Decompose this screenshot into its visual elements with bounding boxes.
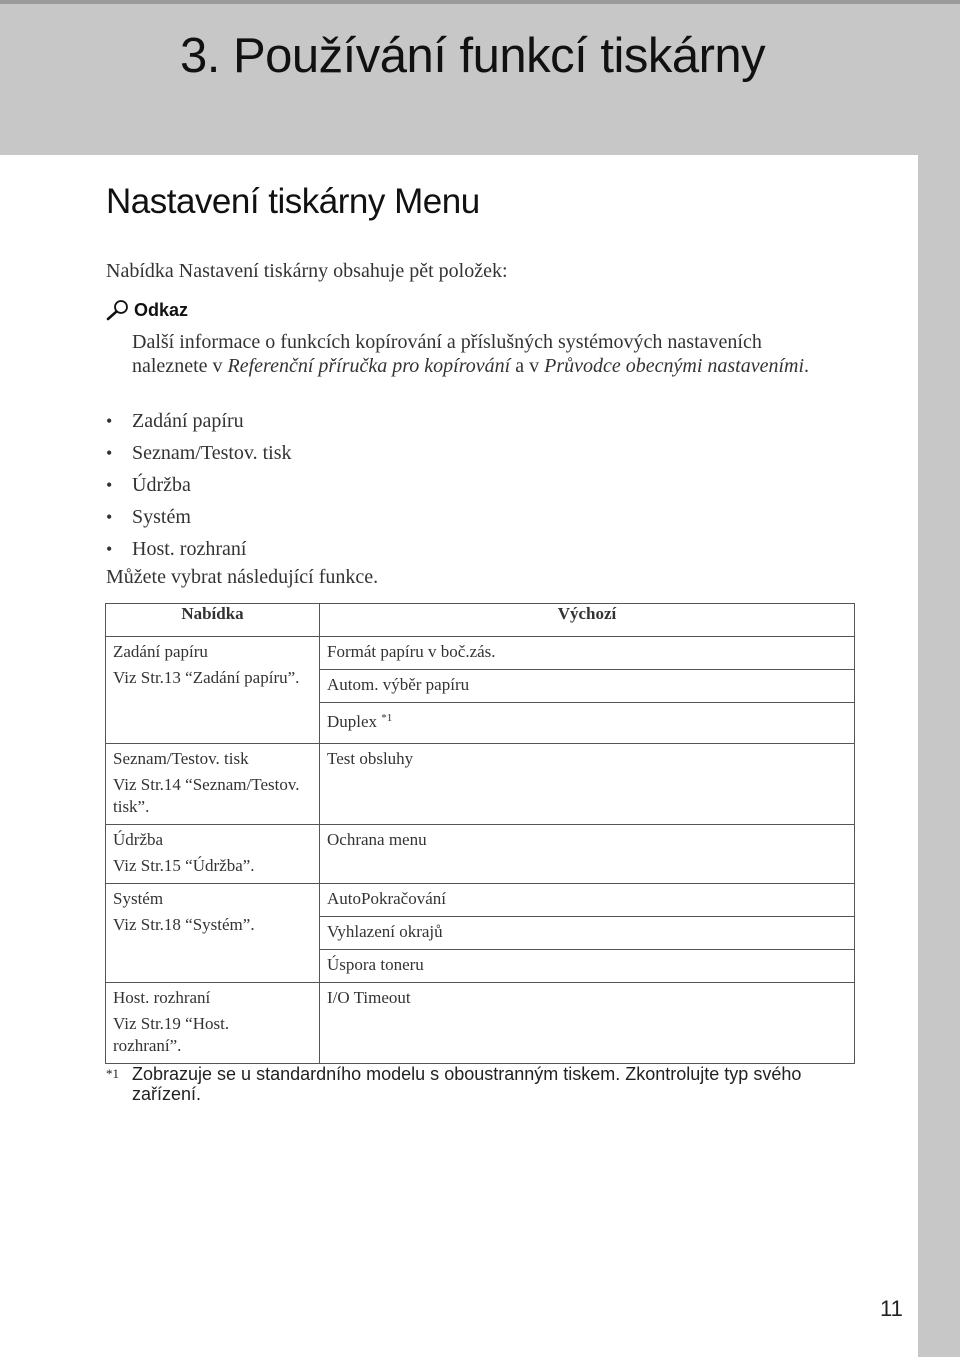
table-row (106, 744, 855, 825)
list-item (106, 408, 292, 440)
item-cell: Autom. výběr papíru (320, 670, 855, 703)
chapter-title: 3. Používání funkcí tiskárny (180, 29, 766, 83)
magnifier-icon (106, 299, 130, 321)
menu-cell (106, 744, 320, 825)
page-reference: Viz Str.15 “Údržba”. (113, 856, 255, 875)
bullet-icon: • (106, 507, 113, 527)
header-menu: Nabídka (106, 604, 320, 637)
bullet-icon: • (106, 539, 113, 559)
footnote-text: Zobrazuje se u standardního modelu s oboustranným tiskem. Zkontrolujte typ svého zařízení. (132, 1064, 802, 1104)
reference-copy-guide: Referenční příručka pro kopírování (227, 355, 511, 377)
menu-cell (106, 637, 320, 744)
header-default: Výchozí (320, 604, 855, 637)
section-title: Nastavení tiskárny Menu (106, 182, 480, 221)
page-reference: Viz Str.13 “Zadání papíru”. (113, 668, 300, 687)
bullet-icon: • (106, 475, 113, 495)
item-cell (320, 703, 855, 744)
table-header-row (106, 604, 855, 637)
item-cell: Ochrana menu (320, 825, 855, 884)
list-item-label: Host. rozhraní (132, 538, 247, 560)
bullet-icon: • (106, 443, 113, 463)
note-text-part: Další informace o funkcích kopírování a příslušných systémových nastaveních naleznete v (132, 331, 762, 377)
item-cell: Vyhlazení okrajů (320, 917, 855, 950)
item-cell: Formát papíru v boč.zás. (320, 637, 855, 670)
list-item (106, 536, 292, 568)
reference-general-settings-guide: Průvodce obecnými nastaveními (544, 355, 805, 377)
note-label: Odkaz (134, 299, 189, 320)
menu-table (105, 603, 855, 1064)
menu-cell (106, 983, 320, 1064)
list-item (106, 440, 292, 472)
list-item (106, 504, 292, 536)
item-cell: I/O Timeout (320, 983, 855, 1064)
list-item-label: Seznam/Testov. tisk (132, 442, 292, 464)
menu-name: Zadání papíru (113, 642, 208, 661)
page-side-band (918, 155, 960, 1357)
note-text-part: a v (510, 355, 545, 377)
item-cell: Úspora toneru (320, 950, 855, 983)
table-row (106, 637, 855, 670)
menu-items-list (106, 408, 292, 568)
page-number: 11 (880, 1296, 903, 1321)
footnote-mark: *1 (106, 1066, 119, 1081)
menu-name: Systém (113, 889, 164, 908)
note-text-part: . (804, 355, 810, 377)
menu-cell (106, 884, 320, 983)
menu-name: Host. rozhraní (113, 988, 211, 1007)
list-item-label: Zadání papíru (132, 410, 244, 432)
page-reference: Viz Str.18 “Systém”. (113, 915, 255, 934)
bullet-icon: • (106, 411, 113, 431)
header-top-rule (0, 0, 960, 4)
table-row (106, 884, 855, 917)
page-reference: Viz Str.14 “Seznam/Testov. tisk”. (113, 775, 300, 816)
page-reference: Viz Str.19 “Host. rozhraní”. (113, 1014, 230, 1055)
select-functions-text: Můžete vybrat následující funkce. (106, 566, 379, 588)
footnote (106, 1064, 826, 1104)
list-item-label: Údržba (132, 474, 191, 496)
item-cell: AutoPokračování (320, 884, 855, 917)
note-text (132, 330, 822, 378)
table-row (106, 825, 855, 884)
list-item (106, 472, 292, 504)
menu-name: Seznam/Testov. tisk (113, 749, 249, 768)
item-label: Duplex (327, 712, 378, 731)
menu-name: Údržba (113, 830, 164, 849)
table-row (106, 983, 855, 1064)
menu-cell (106, 825, 320, 884)
item-cell: Test obsluhy (320, 744, 855, 825)
intro-text: Nabídka Nastavení tiskárny obsahuje pět položek: (106, 260, 508, 282)
footnote-mark: *1 (381, 712, 393, 724)
note-header (106, 299, 188, 321)
list-item-label: Systém (132, 506, 191, 528)
